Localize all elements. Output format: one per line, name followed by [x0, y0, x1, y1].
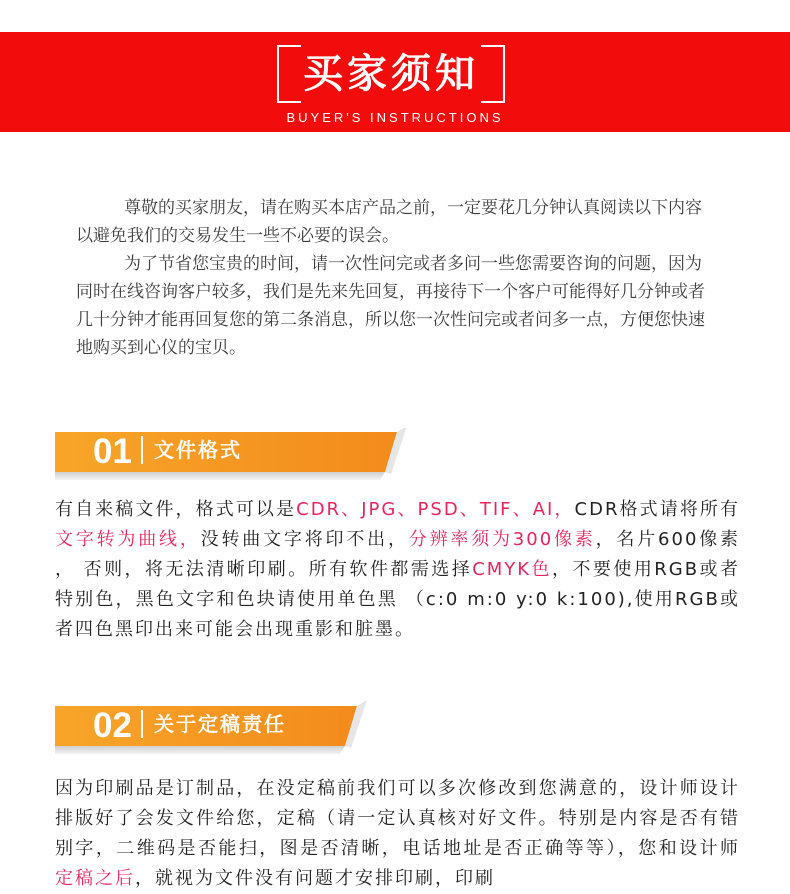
- section-body-02: [55, 774, 740, 894]
- section-header-02: [55, 700, 415, 760]
- body-02-highlight-1: 定稿之后: [55, 868, 135, 889]
- body-02-text-2: ，就视为文件没有问题才安排印刷，印刷: [135, 868, 495, 889]
- intro-text: [76, 194, 716, 362]
- page-subtitle: BUYER'S INSTRUCTIONS: [286, 110, 504, 125]
- section-divider-02: [141, 710, 143, 738]
- body-01-text-1: 有自来稿文件，格式可以是: [55, 499, 297, 520]
- body-01-text-5: ，不要使用RGB或者特别色，黑色文字和色块请使用单色黑 （c:0 m:0 y:0 k:100),使用RGB或者四色黑印出来可能会出现重影和脏墨。: [55, 559, 740, 640]
- section-title-01: 文件格式: [154, 438, 242, 462]
- title-frame: [277, 45, 505, 103]
- body-01-highlight-2: 文字转为曲线，: [55, 529, 201, 550]
- body-01-highlight-3: 分辨率须为300像素: [408, 529, 596, 550]
- intro-paragraph-2: 为了节省您宝贵的时间，请一次性问完或者多问一些您需要咨询的问题，因为同时在线咨询客户较多，我们是先来先回复，再接待下一个客户可能得好几分钟或者几十分钟才能再回复您的第二条消息，所以您一次性问完或者问多一点，方便您快速地购买到心仪的宝贝。: [76, 254, 705, 358]
- body-01-highlight-4: CMYK色: [472, 559, 553, 580]
- header-banner: [0, 32, 790, 132]
- body-01-text-3: 没转曲文字将印不出，: [200, 529, 409, 550]
- section-number-01: 01: [93, 432, 132, 471]
- intro-paragraph-1: 尊敬的买家朋友，请在购买本店产品之前，一定要花几分钟认真阅读以下内容以避免我们的交易发生一些不必要的误会。: [76, 198, 702, 246]
- body-01-highlight-1: CDR、JPG、PSD、TIF、AI，: [296, 499, 575, 520]
- section-title-02: 关于定稿责任: [154, 712, 286, 736]
- section-header-01: [55, 428, 415, 488]
- body-02-text-1: 因为印刷品是订制品，在没定稿前我们可以多次修改到您满意的，设计师设计排版好了会发文件给您，定稿（请一定认真核对好文件。特别是内容是否有错别字，二维码是否能扫，图是否清晰，电话地址是否正确等等），您和设计师: [55, 778, 740, 859]
- page-title: 买家须知: [303, 51, 479, 97]
- section-number-02: 02: [93, 706, 132, 745]
- body-01-text-4: ，名片600像素 ， 否则，将无法清晰印刷。所有软件都需选择: [55, 529, 741, 580]
- section-body-01: [55, 495, 740, 645]
- section-divider-01: [141, 436, 143, 464]
- body-01-text-2: CDR格式请将所有: [574, 499, 741, 520]
